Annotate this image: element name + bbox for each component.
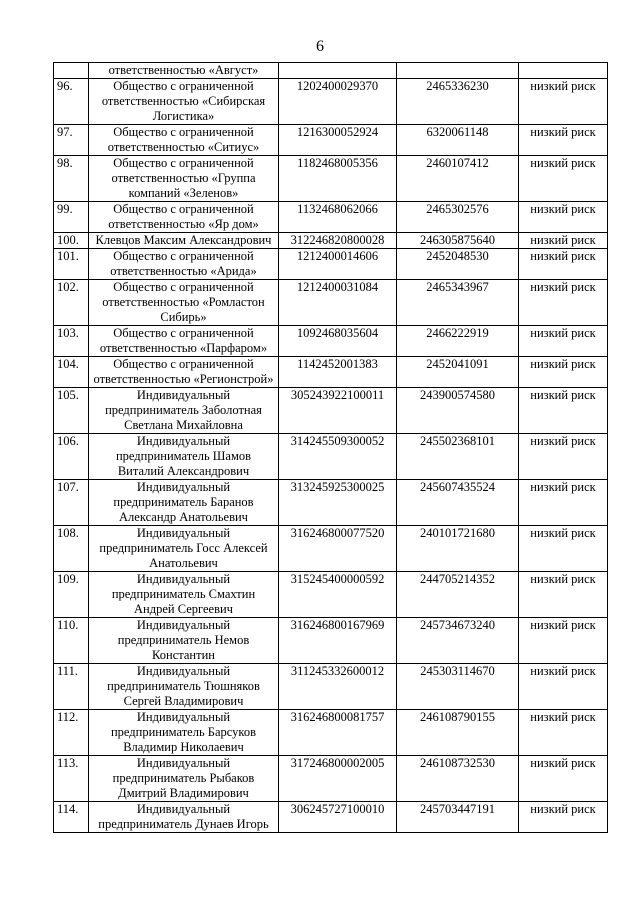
table-row — [54, 326, 608, 357]
table-row — [54, 249, 608, 280]
row-name-cell: Индивидуальный предприниматель Заболотная Светлана Михайловна — [89, 388, 279, 434]
row-inn-cell: 246305875640 — [397, 233, 519, 249]
page-number: 6 — [316, 38, 324, 55]
row-inn-cell: 2466222919 — [397, 326, 519, 357]
row-number-cell: 107. — [54, 480, 89, 526]
row-risk-cell: низкий риск — [519, 526, 608, 572]
row-name-cell: Индивидуальный предприниматель Смахтин Андрей Сергеевич — [89, 572, 279, 618]
row-name-cell: Индивидуальный предприниматель Шамов Виталий Александрович — [89, 434, 279, 480]
row-number-cell: 106. — [54, 434, 89, 480]
table-row — [54, 526, 608, 572]
row-inn-cell: 245303114670 — [397, 664, 519, 710]
table-row — [54, 802, 608, 833]
row-risk-cell: низкий риск — [519, 249, 608, 280]
table-row — [54, 357, 608, 388]
table-row — [54, 480, 608, 526]
row-risk-cell: низкий риск — [519, 79, 608, 125]
row-inn-cell: 2460107412 — [397, 156, 519, 202]
row-inn-cell: 6320061148 — [397, 125, 519, 156]
row-number-cell: 101. — [54, 249, 89, 280]
row-risk-cell: низкий риск — [519, 618, 608, 664]
row-inn-cell: 2465343967 — [397, 280, 519, 326]
row-ogrn-cell: 314245509300052 — [279, 434, 397, 480]
row-ogrn-cell: 1212400031084 — [279, 280, 397, 326]
table-row — [54, 79, 608, 125]
row-name-cell: Индивидуальный предприниматель Немов Константин — [89, 618, 279, 664]
row-risk-cell: низкий риск — [519, 388, 608, 434]
row-name-cell: Общество с ограниченной ответственностью «Арида» — [89, 249, 279, 280]
row-number-cell: 96. — [54, 79, 89, 125]
row-number-cell: 98. — [54, 156, 89, 202]
row-number-cell: 105. — [54, 388, 89, 434]
row-ogrn-cell: 315245400000592 — [279, 572, 397, 618]
table-row — [54, 618, 608, 664]
row-name-cell: Индивидуальный предприниматель Барсуков Владимир Николаевич — [89, 710, 279, 756]
row-number-cell: 100. — [54, 233, 89, 249]
row-inn-cell: 2465302576 — [397, 202, 519, 233]
row-inn-cell: 245734673240 — [397, 618, 519, 664]
row-inn-cell: 244705214352 — [397, 572, 519, 618]
row-number-cell: 99. — [54, 202, 89, 233]
row-inn-cell: 243900574580 — [397, 388, 519, 434]
row-ogrn-cell: 1092468035604 — [279, 326, 397, 357]
table-row — [54, 125, 608, 156]
row-ogrn-cell: 1182468005356 — [279, 156, 397, 202]
table-row — [54, 388, 608, 434]
row-name-cell: Индивидуальный предприниматель Тюшняков Сергей Владимирович — [89, 664, 279, 710]
row-ogrn-cell: 1216300052924 — [279, 125, 397, 156]
row-number-cell: 108. — [54, 526, 89, 572]
row-number-cell: 113. — [54, 756, 89, 802]
row-name-cell: Общество с ограниченной ответственностью «Яр дом» — [89, 202, 279, 233]
row-name-cell: ответственностью «Август» — [89, 63, 279, 79]
row-risk-cell: низкий риск — [519, 357, 608, 388]
row-inn-cell: 246108790155 — [397, 710, 519, 756]
row-risk-cell: низкий риск — [519, 664, 608, 710]
row-name-cell: Общество с ограниченной ответственностью «Сибирская Логистика» — [89, 79, 279, 125]
row-ogrn-cell — [279, 63, 397, 79]
registry-table — [53, 62, 608, 833]
row-risk-cell: низкий риск — [519, 233, 608, 249]
row-name-cell: Общество с ограниченной ответственностью «Ромластон Сибирь» — [89, 280, 279, 326]
row-number-cell: 104. — [54, 357, 89, 388]
row-number-cell: 110. — [54, 618, 89, 664]
row-risk-cell: низкий риск — [519, 326, 608, 357]
table-row-continuation — [54, 63, 608, 79]
row-number-cell: 103. — [54, 326, 89, 357]
row-name-cell: Индивидуальный предприниматель Рыбаков Дмитрий Владимирович — [89, 756, 279, 802]
row-ogrn-cell: 313245925300025 — [279, 480, 397, 526]
row-inn-cell — [397, 63, 519, 79]
row-inn-cell: 245703447191 — [397, 802, 519, 833]
row-ogrn-cell: 305243922100011 — [279, 388, 397, 434]
row-name-cell: Общество с ограниченной ответственностью «Регионстрой» — [89, 357, 279, 388]
table-row — [54, 664, 608, 710]
row-risk-cell: низкий риск — [519, 756, 608, 802]
row-risk-cell: низкий риск — [519, 125, 608, 156]
row-risk-cell: низкий риск — [519, 434, 608, 480]
row-number-cell: 114. — [54, 802, 89, 833]
row-risk-cell: низкий риск — [519, 480, 608, 526]
row-name-cell: Индивидуальный предприниматель Дунаев Игорь — [89, 802, 279, 833]
row-inn-cell: 2465336230 — [397, 79, 519, 125]
row-inn-cell: 240101721680 — [397, 526, 519, 572]
table-row — [54, 156, 608, 202]
table-row — [54, 233, 608, 249]
row-inn-cell: 245607435524 — [397, 480, 519, 526]
row-inn-cell: 2452048530 — [397, 249, 519, 280]
table-row — [54, 434, 608, 480]
row-inn-cell: 245502368101 — [397, 434, 519, 480]
row-inn-cell: 246108732530 — [397, 756, 519, 802]
row-risk-cell — [519, 63, 608, 79]
row-ogrn-cell: 316246800081757 — [279, 710, 397, 756]
row-ogrn-cell: 1212400014606 — [279, 249, 397, 280]
row-ogrn-cell: 311245332600012 — [279, 664, 397, 710]
table-row — [54, 572, 608, 618]
row-ogrn-cell: 1142452001383 — [279, 357, 397, 388]
row-name-cell: Индивидуальный предприниматель Госс Алексей Анатольевич — [89, 526, 279, 572]
table-row — [54, 202, 608, 233]
row-number-cell: 109. — [54, 572, 89, 618]
row-name-cell: Индивидуальный предприниматель Баранов Александр Анатольевич — [89, 480, 279, 526]
row-risk-cell: низкий риск — [519, 156, 608, 202]
row-number-cell: 97. — [54, 125, 89, 156]
row-risk-cell: низкий риск — [519, 280, 608, 326]
row-ogrn-cell: 1132468062066 — [279, 202, 397, 233]
table-row — [54, 280, 608, 326]
row-risk-cell: низкий риск — [519, 802, 608, 833]
row-name-cell: Клевцов Максим Александрович — [89, 233, 279, 249]
row-name-cell: Общество с ограниченной ответственностью «Парфаром» — [89, 326, 279, 357]
row-name-cell: Общество с ограниченной ответственностью «Ситиус» — [89, 125, 279, 156]
row-ogrn-cell: 1202400029370 — [279, 79, 397, 125]
row-ogrn-cell: 316246800167969 — [279, 618, 397, 664]
row-risk-cell: низкий риск — [519, 572, 608, 618]
row-number-cell: 102. — [54, 280, 89, 326]
row-number-cell: 112. — [54, 710, 89, 756]
registry-body — [54, 63, 608, 833]
row-risk-cell: низкий риск — [519, 710, 608, 756]
row-ogrn-cell: 317246800002005 — [279, 756, 397, 802]
row-number-cell — [54, 63, 89, 79]
row-number-cell: 111. — [54, 664, 89, 710]
table-row — [54, 756, 608, 802]
row-ogrn-cell: 312246820800028 — [279, 233, 397, 249]
row-inn-cell: 2452041091 — [397, 357, 519, 388]
table-row — [54, 710, 608, 756]
row-name-cell: Общество с ограниченной ответственностью «Группа компаний «Зеленов» — [89, 156, 279, 202]
row-ogrn-cell: 316246800077520 — [279, 526, 397, 572]
row-risk-cell: низкий риск — [519, 202, 608, 233]
row-ogrn-cell: 306245727100010 — [279, 802, 397, 833]
